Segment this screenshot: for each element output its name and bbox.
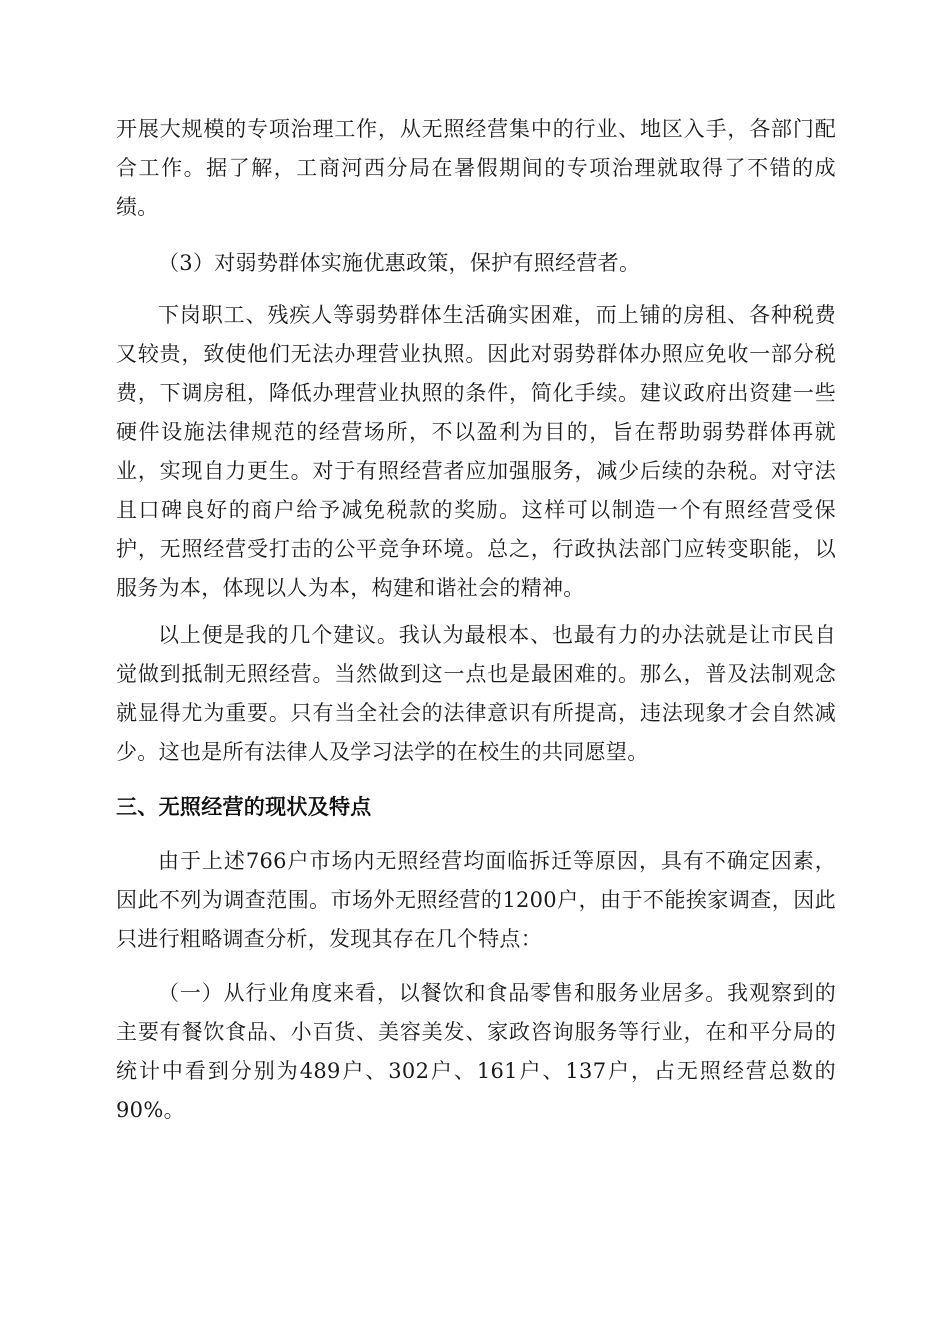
paragraph-continuation: 开展大规模的专项治理工作，从无照经营集中的行业、地区入手，各部门配合工作。据了解，工商河西分局在暑假期间的专项治理就取得了不错的成绩。: [116, 117, 836, 219]
paragraph-suggestions-summary: 以上便是我的几个建议。我认为最根本、也最有力的办法就是让市民自觉做到抵制无照经营。当然做到这一点也是最困难的。那么，普及法制观念就显得尤为重要。只有当全社会的法律意识有所提高，违法现象才会自然减少。这也是所有法律人及学习法学的在校生的共同愿望。: [116, 623, 836, 764]
paragraph-survey-scope: 由于上述766户市场内无照经营均面临拆迁等原因，具有不确定因素，因此不列为调查范围。市场外无照经营的1200户，由于不能挨家调查，因此只进行粗略调查分析，发现其存在几个特点：: [116, 849, 836, 951]
paragraph-industry-analysis: （一）从行业角度来看，以餐饮和食品零售和服务业居多。我观察到的主要有餐饮食品、小百货、美容美发、家政咨询服务等行业，在和平分局的统计中看到分别为489户、302户、161户、137户，占无照经营总数的90%。: [116, 981, 836, 1122]
paragraph-vulnerable-groups: 下岗职工、残疾人等弱势群体生活确实困难，而上铺的房租、各种税费又较贵，致使他们无法办理营业执照。因此对弱势群体办照应免收一部分税费，下调房租，降低办理营业执照的条件，简化手续。建议政府出资建一些硬件设施法律规范的经营场所，不以盈利为目的，旨在帮助弱势群体再就业，实现自力更生。对于有照经营者应加强服务，减少后续的杂税。对守法且口碑良好的商户给予减免税款的奖励。这样可以制造一个有照经营受保护，无照经营受打击的公平竞争环境。总之，行政执法部门应转变职能，以服务为本，体现以人为本，构建和谐社会的精神。: [116, 303, 836, 600]
section-heading: 三、无照经营的现状及特点: [116, 795, 372, 819]
paragraph-policy-heading: （3）对弱势群体实施优惠政策，保护有照经营者。: [158, 251, 641, 275]
